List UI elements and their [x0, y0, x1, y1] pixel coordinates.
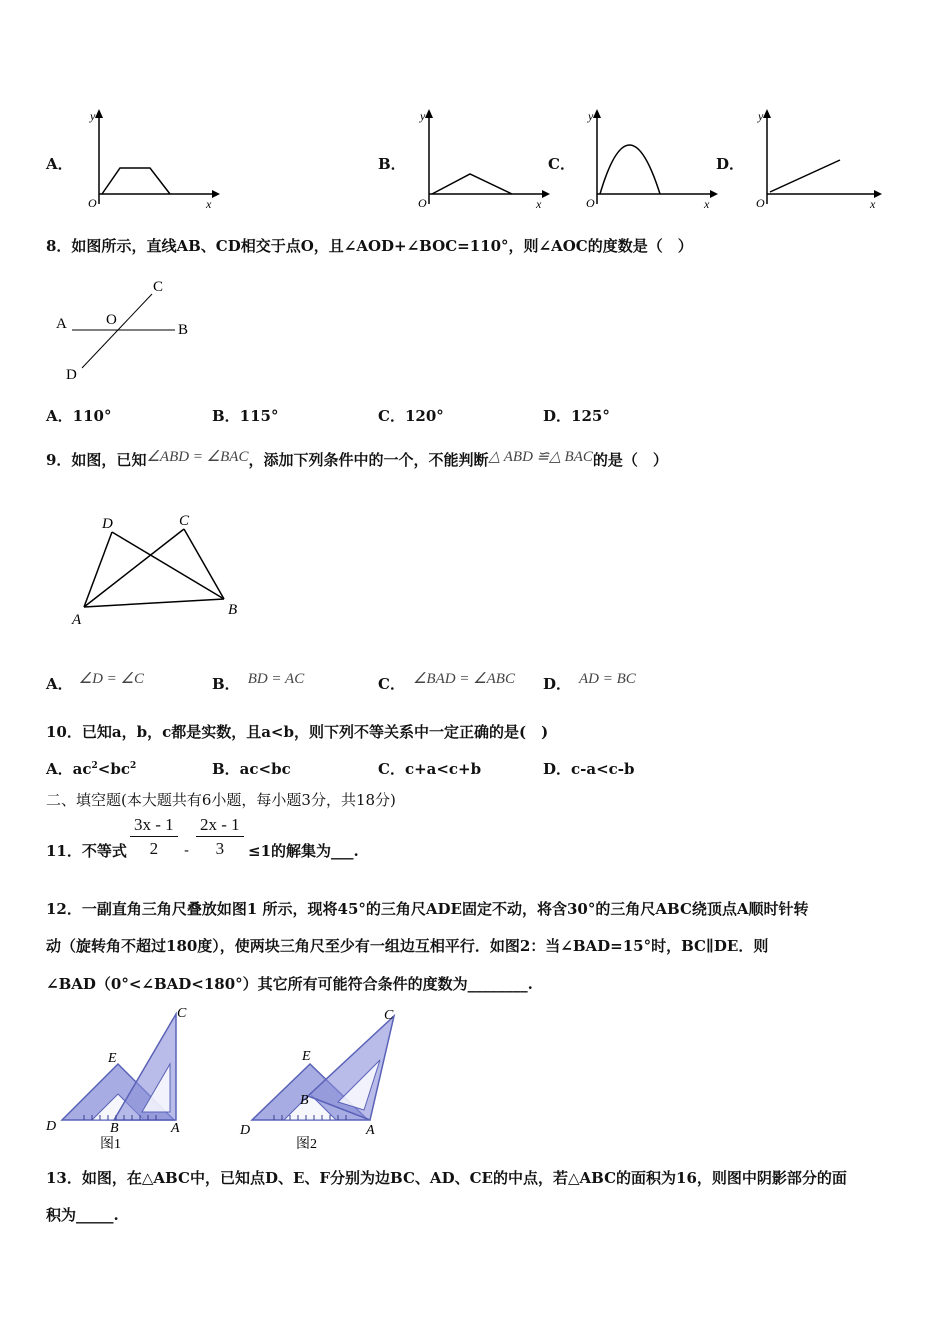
- point-c-label: C: [177, 1006, 187, 1021]
- q9-option-c-expr: ∠BAD = ∠ABC: [412, 671, 515, 687]
- q12-line-3: ∠BAD（0°<∠BAD<180°）其它所有可能符合条件的度数为________.: [46, 975, 533, 993]
- q9-option-a: [46, 673, 144, 694]
- q7-graph-c: [580, 104, 720, 214]
- point-b-label: B: [178, 322, 189, 338]
- q10-option-b: B．ac<bc: [212, 760, 291, 778]
- point-a-label: A: [56, 316, 67, 332]
- q10-option-a-mid: <bc: [97, 760, 130, 778]
- q8-option-d: D．125°: [543, 407, 610, 425]
- point-c-label: C: [384, 1008, 394, 1023]
- point-o-label: O: [106, 312, 117, 328]
- q12-figure-1: [44, 1004, 204, 1152]
- y-axis-label: y: [588, 109, 594, 123]
- x-axis-label: x: [704, 197, 710, 211]
- point-c-label: C: [153, 279, 164, 295]
- q9-stem: [46, 450, 668, 471]
- point-e-label: E: [302, 1049, 311, 1064]
- q9-option-a-expr: ∠D = ∠C: [78, 671, 144, 687]
- q12-line-1: 12．一副直角三角尺叠放如图1 所示，现将45°的三角尺ADE固定不动，将含30°的三角尺ABC绕顶点A顺时针转: [46, 900, 809, 918]
- point-d-label: D: [102, 516, 113, 532]
- point-d-label: D: [46, 1119, 57, 1134]
- q13-line-1: 13．如图，在△ABC中，已知点D、E、F分别为边BC、AD、CE的中点，若△ABC的面积为16，则图中阴影部分的面: [46, 1169, 847, 1187]
- q8-stem: 8．如图所示，直线AB、CD相交于点O，且∠AOD+∠BOC=110°，则∠AOC的度数是（ ）: [46, 237, 693, 255]
- q9-option-c: [378, 673, 515, 694]
- q9-congruence: △ ABD ≌△ BAC: [488, 449, 593, 465]
- q7-graph-b: [412, 104, 552, 214]
- q11-suffix: ≤1的解集为___.: [248, 842, 359, 860]
- q10-option-a-exp2: 2: [129, 761, 137, 771]
- point-a-label: A: [72, 612, 82, 628]
- q7-option-a-label: A．: [46, 155, 73, 173]
- point-b-label: B: [300, 1093, 309, 1108]
- x-axis-label: x: [206, 197, 212, 211]
- q8-option-a: A．110°: [46, 407, 112, 425]
- q9-option-d: [543, 673, 636, 694]
- y-axis-label: y: [420, 109, 426, 123]
- q9-figure: [66, 512, 256, 630]
- q9-option-d-expr: AD = BC: [579, 671, 636, 687]
- q11-fraction-2-numerator: 2x - 1: [196, 815, 244, 837]
- q8-option-c: C．120°: [378, 407, 444, 425]
- q7-option-c-label: C．: [548, 155, 575, 173]
- q7-graph-d: [750, 104, 890, 214]
- section-2-title: 二、填空题(本大题共有6小题，每小题3分，共18分): [46, 791, 396, 809]
- q11-fraction-1-denominator: 2: [149, 839, 159, 858]
- point-b-label: B: [228, 602, 238, 618]
- q9-stem-part3: 的是（ ）: [592, 451, 668, 469]
- point-b-label: B: [110, 1121, 119, 1136]
- point-a-label: A: [366, 1123, 375, 1138]
- origin-label: O: [88, 196, 97, 210]
- figure-1-caption: 图1: [100, 1137, 121, 1152]
- q7-graph-a: [82, 104, 222, 214]
- point-e-label: E: [108, 1051, 117, 1066]
- q13-line-2: 积为_____.: [46, 1206, 119, 1224]
- q11-fraction-1-numerator: 3x - 1: [130, 815, 178, 837]
- q11-fraction-2: [196, 815, 244, 859]
- q7-option-d-label: D．: [716, 155, 745, 173]
- q9-stem-part2: ，添加下列条件中的一个，不能判断: [248, 451, 489, 469]
- point-a-label: A: [171, 1121, 180, 1136]
- origin-label: O: [586, 196, 595, 210]
- origin-label: O: [756, 196, 765, 210]
- q11-minus: -: [184, 841, 190, 859]
- q11-fraction-1: [130, 815, 178, 859]
- q10-option-c: C．c+a<c+b: [378, 760, 482, 778]
- q9-stem-part1: 9．如图，已知: [46, 451, 147, 469]
- q9-option-a-letter: A．: [46, 675, 73, 693]
- q10-option-d: D．c-a<c-b: [543, 760, 635, 778]
- q11-prefix: 11．不等式: [46, 842, 127, 860]
- origin-label: O: [418, 196, 427, 210]
- q9-option-b: [212, 673, 304, 694]
- q12-line-2: 动（旋转角不超过180度），使两块三角尺至少有一组边互相平行．如图2：当∠BAD=15°时，BC∥DE．则: [46, 937, 769, 955]
- y-axis-label: y: [90, 109, 96, 123]
- x-axis-label: x: [536, 197, 542, 211]
- point-d-label: D: [66, 367, 77, 383]
- q9-option-d-letter: D．: [543, 675, 572, 693]
- q9-option-b-letter: B．: [212, 675, 240, 693]
- figure-2-caption: 图2: [296, 1137, 317, 1152]
- point-c-label: C: [179, 513, 190, 529]
- q10-option-a: [46, 758, 136, 779]
- point-d-label: D: [240, 1123, 251, 1138]
- q9-given-condition: ∠ABD = ∠BAC: [146, 449, 249, 465]
- q10-stem: 10．已知a，b，c都是实数，且a<b，则下列不等关系中一定正确的是( ): [46, 723, 549, 741]
- x-axis-label: x: [870, 197, 876, 211]
- q7-option-b-label: B．: [378, 155, 406, 173]
- q9-option-b-expr: BD = AC: [247, 671, 305, 687]
- q10-option-a-text: A．ac: [46, 760, 92, 778]
- q11-fraction-2-denominator: 3: [215, 839, 225, 858]
- q8-option-b: B．115°: [212, 407, 279, 425]
- q8-figure: [50, 272, 200, 384]
- q10-option-a-exp1: 2: [91, 761, 98, 771]
- y-axis-label: y: [758, 109, 764, 123]
- q12-figure-2: [238, 1004, 408, 1152]
- q9-option-c-letter: C．: [378, 675, 405, 693]
